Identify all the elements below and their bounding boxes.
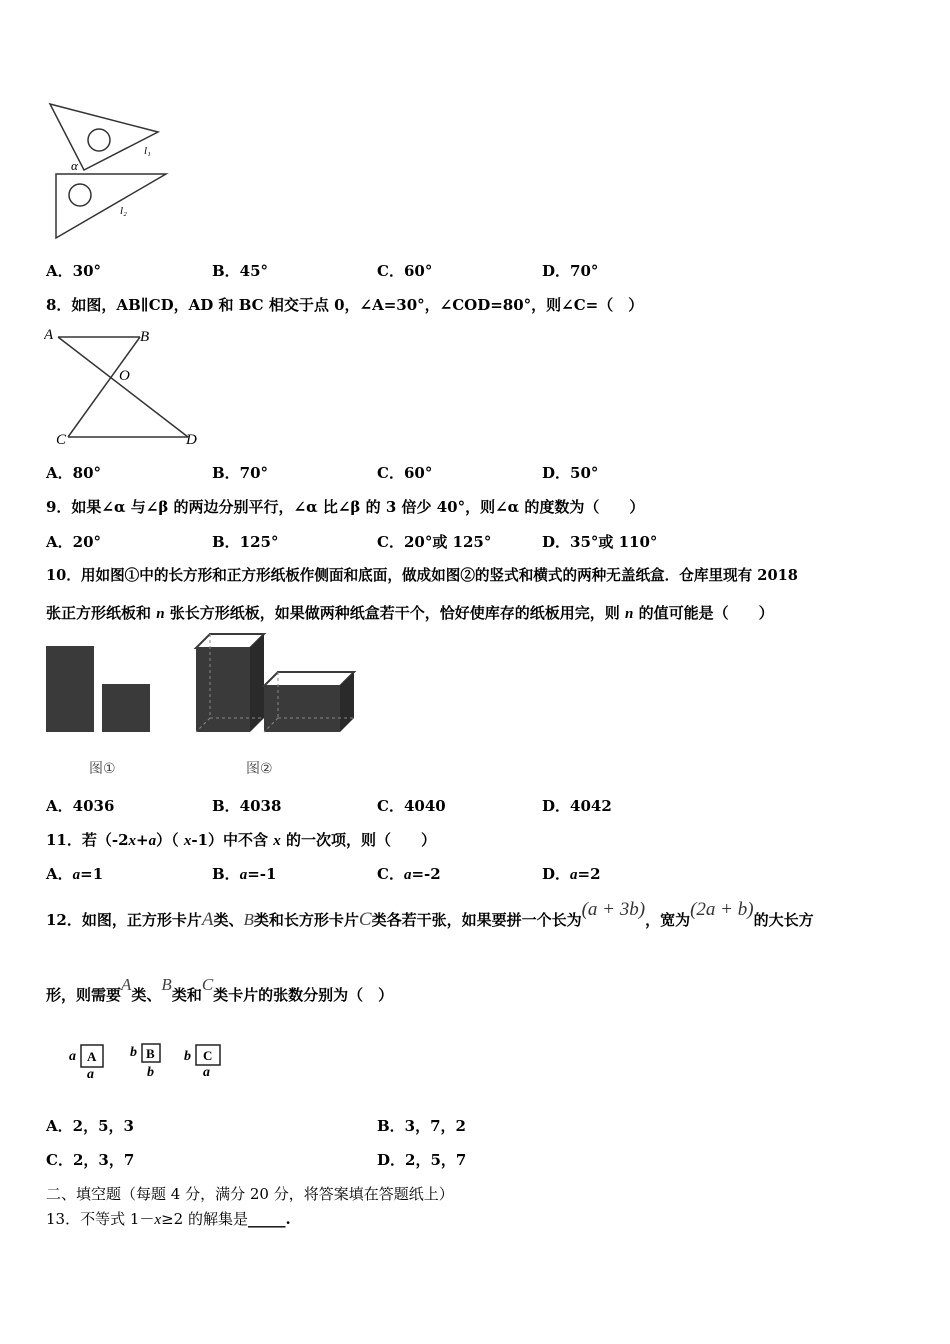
q11-c-var: a <box>403 867 412 883</box>
q12-option-b[interactable]: B．3，7，2 <box>377 1117 466 1135</box>
q7-option-d[interactable]: D．70° <box>542 262 599 280</box>
q11-plus: + <box>136 831 149 849</box>
q7-option-c[interactable]: C．60° <box>377 262 433 280</box>
q11-d-val: =2 <box>577 865 601 883</box>
q10-var-n1: n <box>156 606 165 622</box>
q12-length-expr: (a + 3b) <box>581 899 646 920</box>
q8-option-c[interactable]: C．60° <box>377 464 433 482</box>
q11-prefix: 11．若（-2 <box>46 831 129 849</box>
q11-c-val: =-2 <box>411 865 441 883</box>
q12-l2-var-c: C <box>201 975 214 994</box>
q12-option-a[interactable]: A．2，5，3 <box>46 1117 134 1135</box>
q8-line-ad <box>58 337 188 437</box>
q12-card-a-side: a <box>69 1049 76 1064</box>
q11-option-a[interactable] <box>46 864 103 885</box>
q10-fig2-label: 图② <box>246 761 273 777</box>
q9-option-c[interactable]: C．20°或 125° <box>377 533 492 551</box>
q12-card-c-side: b <box>184 1049 191 1064</box>
q12-option-d[interactable]: D．2，5，7 <box>377 1151 467 1169</box>
q12-text-1: 12．如图，正方形卡片 <box>46 911 202 929</box>
q12-l2-text-1: 形，则需要 <box>46 986 122 1004</box>
q11-mid: ）（ <box>156 831 184 849</box>
q12-cards <box>64 1036 244 1082</box>
q12-question-line2 <box>46 975 394 1008</box>
q7-lower-hole <box>69 184 91 206</box>
q10-vertical-box <box>196 634 264 732</box>
q9-option-d[interactable]: D．35°或 110° <box>542 533 658 551</box>
q11-a-val: =1 <box>80 865 104 883</box>
q12-question-line1 <box>46 899 814 933</box>
q10-option-b[interactable]: B．4038 <box>212 797 282 815</box>
q10-rectangle-board <box>46 646 94 732</box>
q11-var-x3: x <box>273 833 281 849</box>
q9-question: 9．如果∠α 与∠β 的两边分别平行，∠α 比∠β 的 3 倍少 40°，则∠α 的度数为（ ） <box>46 498 645 516</box>
q12-card-a <box>69 1045 103 1082</box>
q12-text-3: 类和长方形卡片 <box>253 911 359 929</box>
q13-suffix: ≥2 的解集是 <box>161 1210 248 1228</box>
q12-l2-text-4: 类卡片的张数分别为（ ） <box>213 986 394 1004</box>
q10-option-d[interactable]: D．4042 <box>542 797 612 815</box>
q12-option-c[interactable]: C．2，3，7 <box>46 1151 135 1169</box>
q8-question: 8．如图，AB∥CD，AD 和 BC 相交于点 0，∠A=30°，∠COD=80°，则∠C=（ ） <box>46 296 644 314</box>
q11-b-var: a <box>239 867 248 883</box>
q11-question <box>46 830 436 851</box>
q8-option-b[interactable]: B．70° <box>212 464 269 482</box>
q11-a-var: a <box>72 867 81 883</box>
q12-l2-var-b: B <box>161 975 172 994</box>
q7-lower-triangle <box>56 174 166 238</box>
q11-option-b[interactable] <box>212 864 276 885</box>
q11-a-pre: A． <box>46 865 73 883</box>
q12-card-a-bottom: a <box>87 1067 94 1082</box>
q10-var-n2: n <box>625 606 634 622</box>
q12-text-2: 类、 <box>213 911 244 929</box>
q8-option-a[interactable]: A．80° <box>46 464 102 482</box>
q7-upper-triangle <box>50 104 158 170</box>
q12-l2-text-2: 类、 <box>131 986 162 1004</box>
section-2-heading: 二、填空题（每题 4 分，满分 20 分，将答案填在答题纸上） <box>46 1185 454 1203</box>
q12-text-5: ，宽为 <box>645 911 691 929</box>
q9-option-b[interactable]: B．125° <box>212 533 279 551</box>
q12-card-b-label: B <box>146 1046 155 1061</box>
q7-alpha-label: α <box>71 158 78 173</box>
q10-figures <box>44 630 364 740</box>
q10-fig1-label: 图① <box>89 761 116 777</box>
q13-prefix: 13．不等式 1－ <box>46 1210 155 1228</box>
q11-minus: -1）中不含 <box>191 831 274 849</box>
q13-end: . <box>285 1210 291 1228</box>
q7-upper-hole <box>88 129 110 151</box>
q10-option-a[interactable]: A．4036 <box>46 797 115 815</box>
q10-question-line1: 10．用如图①中的长方形和正方形纸板作侧面和底面，做成如图②的竖式和横式的两种无盖纸盒．仓库里现有 2018 <box>46 567 798 584</box>
q10-square-board <box>102 684 150 732</box>
q12-card-c-label: C <box>203 1048 213 1063</box>
q7-l1-label: l₁ <box>144 145 151 157</box>
q9-option-a[interactable]: A．20° <box>46 533 102 551</box>
q12-card-c <box>184 1045 220 1080</box>
q11-b-val: =-1 <box>247 865 277 883</box>
q11-var-x2: x <box>183 833 192 849</box>
q8-label-a: A <box>44 327 54 343</box>
q8-line-bc <box>68 337 140 437</box>
q12-card-b-bottom: b <box>147 1065 154 1080</box>
q7-figure <box>46 96 176 246</box>
q8-option-d[interactable]: D．50° <box>542 464 599 482</box>
q12-card-b-side: b <box>130 1045 137 1060</box>
q12-l2-text-3: 类和 <box>171 986 202 1004</box>
q12-card-c-bottom: a <box>203 1065 210 1080</box>
q11-option-d[interactable] <box>542 864 601 885</box>
q10-text-c: 的值可能是（ ） <box>633 604 774 622</box>
q11-var-x1: x <box>128 833 137 849</box>
q10-option-c[interactable]: C．4040 <box>377 797 446 815</box>
q7-l2-label: l₂ <box>120 205 127 217</box>
q11-d-pre: D． <box>542 865 571 883</box>
q11-c-pre: C． <box>377 865 404 883</box>
q7-option-b[interactable]: B．45° <box>212 262 269 280</box>
q8-label-d: D <box>186 432 197 448</box>
q10-text-a: 张正方形纸板和 <box>46 604 157 622</box>
q10-horizontal-box <box>264 672 354 732</box>
q10-text-b: 张长方形纸板，如果做两种纸盒若干个，恰好使库存的纸板用完，则 <box>164 604 626 622</box>
q11-suffix: 的一次项，则（ ） <box>280 831 436 849</box>
q12-width-expr: (2a + b) <box>690 899 754 920</box>
q11-var-a: a <box>148 833 157 849</box>
q12-card-a-label: A <box>87 1049 97 1064</box>
q8-label-c: C <box>56 432 67 448</box>
q12-var-c: C <box>358 909 372 930</box>
q12-var-b: B <box>243 910 254 929</box>
q7-option-a[interactable]: A．30° <box>46 262 102 280</box>
q10-question-line2 <box>46 603 774 624</box>
q13-question <box>46 1209 291 1230</box>
q13-var-x: x <box>154 1212 162 1228</box>
q12-l2-var-a: A <box>121 975 132 994</box>
q8-label-b: B <box>140 329 150 345</box>
q11-option-c[interactable] <box>377 864 441 885</box>
q11-d-var: a <box>570 867 578 883</box>
q12-text-6: 的大长方 <box>753 911 814 929</box>
q8-label-o: O <box>119 368 130 384</box>
q12-var-a: A <box>201 909 214 930</box>
q12-card-b <box>130 1044 160 1080</box>
q13-answer-blank[interactable]: _____ <box>247 1210 286 1228</box>
q11-b-pre: B． <box>212 865 240 883</box>
q12-text-4: 类各若干张，如果要拼一个长为 <box>371 911 582 929</box>
q8-figure <box>44 324 204 448</box>
